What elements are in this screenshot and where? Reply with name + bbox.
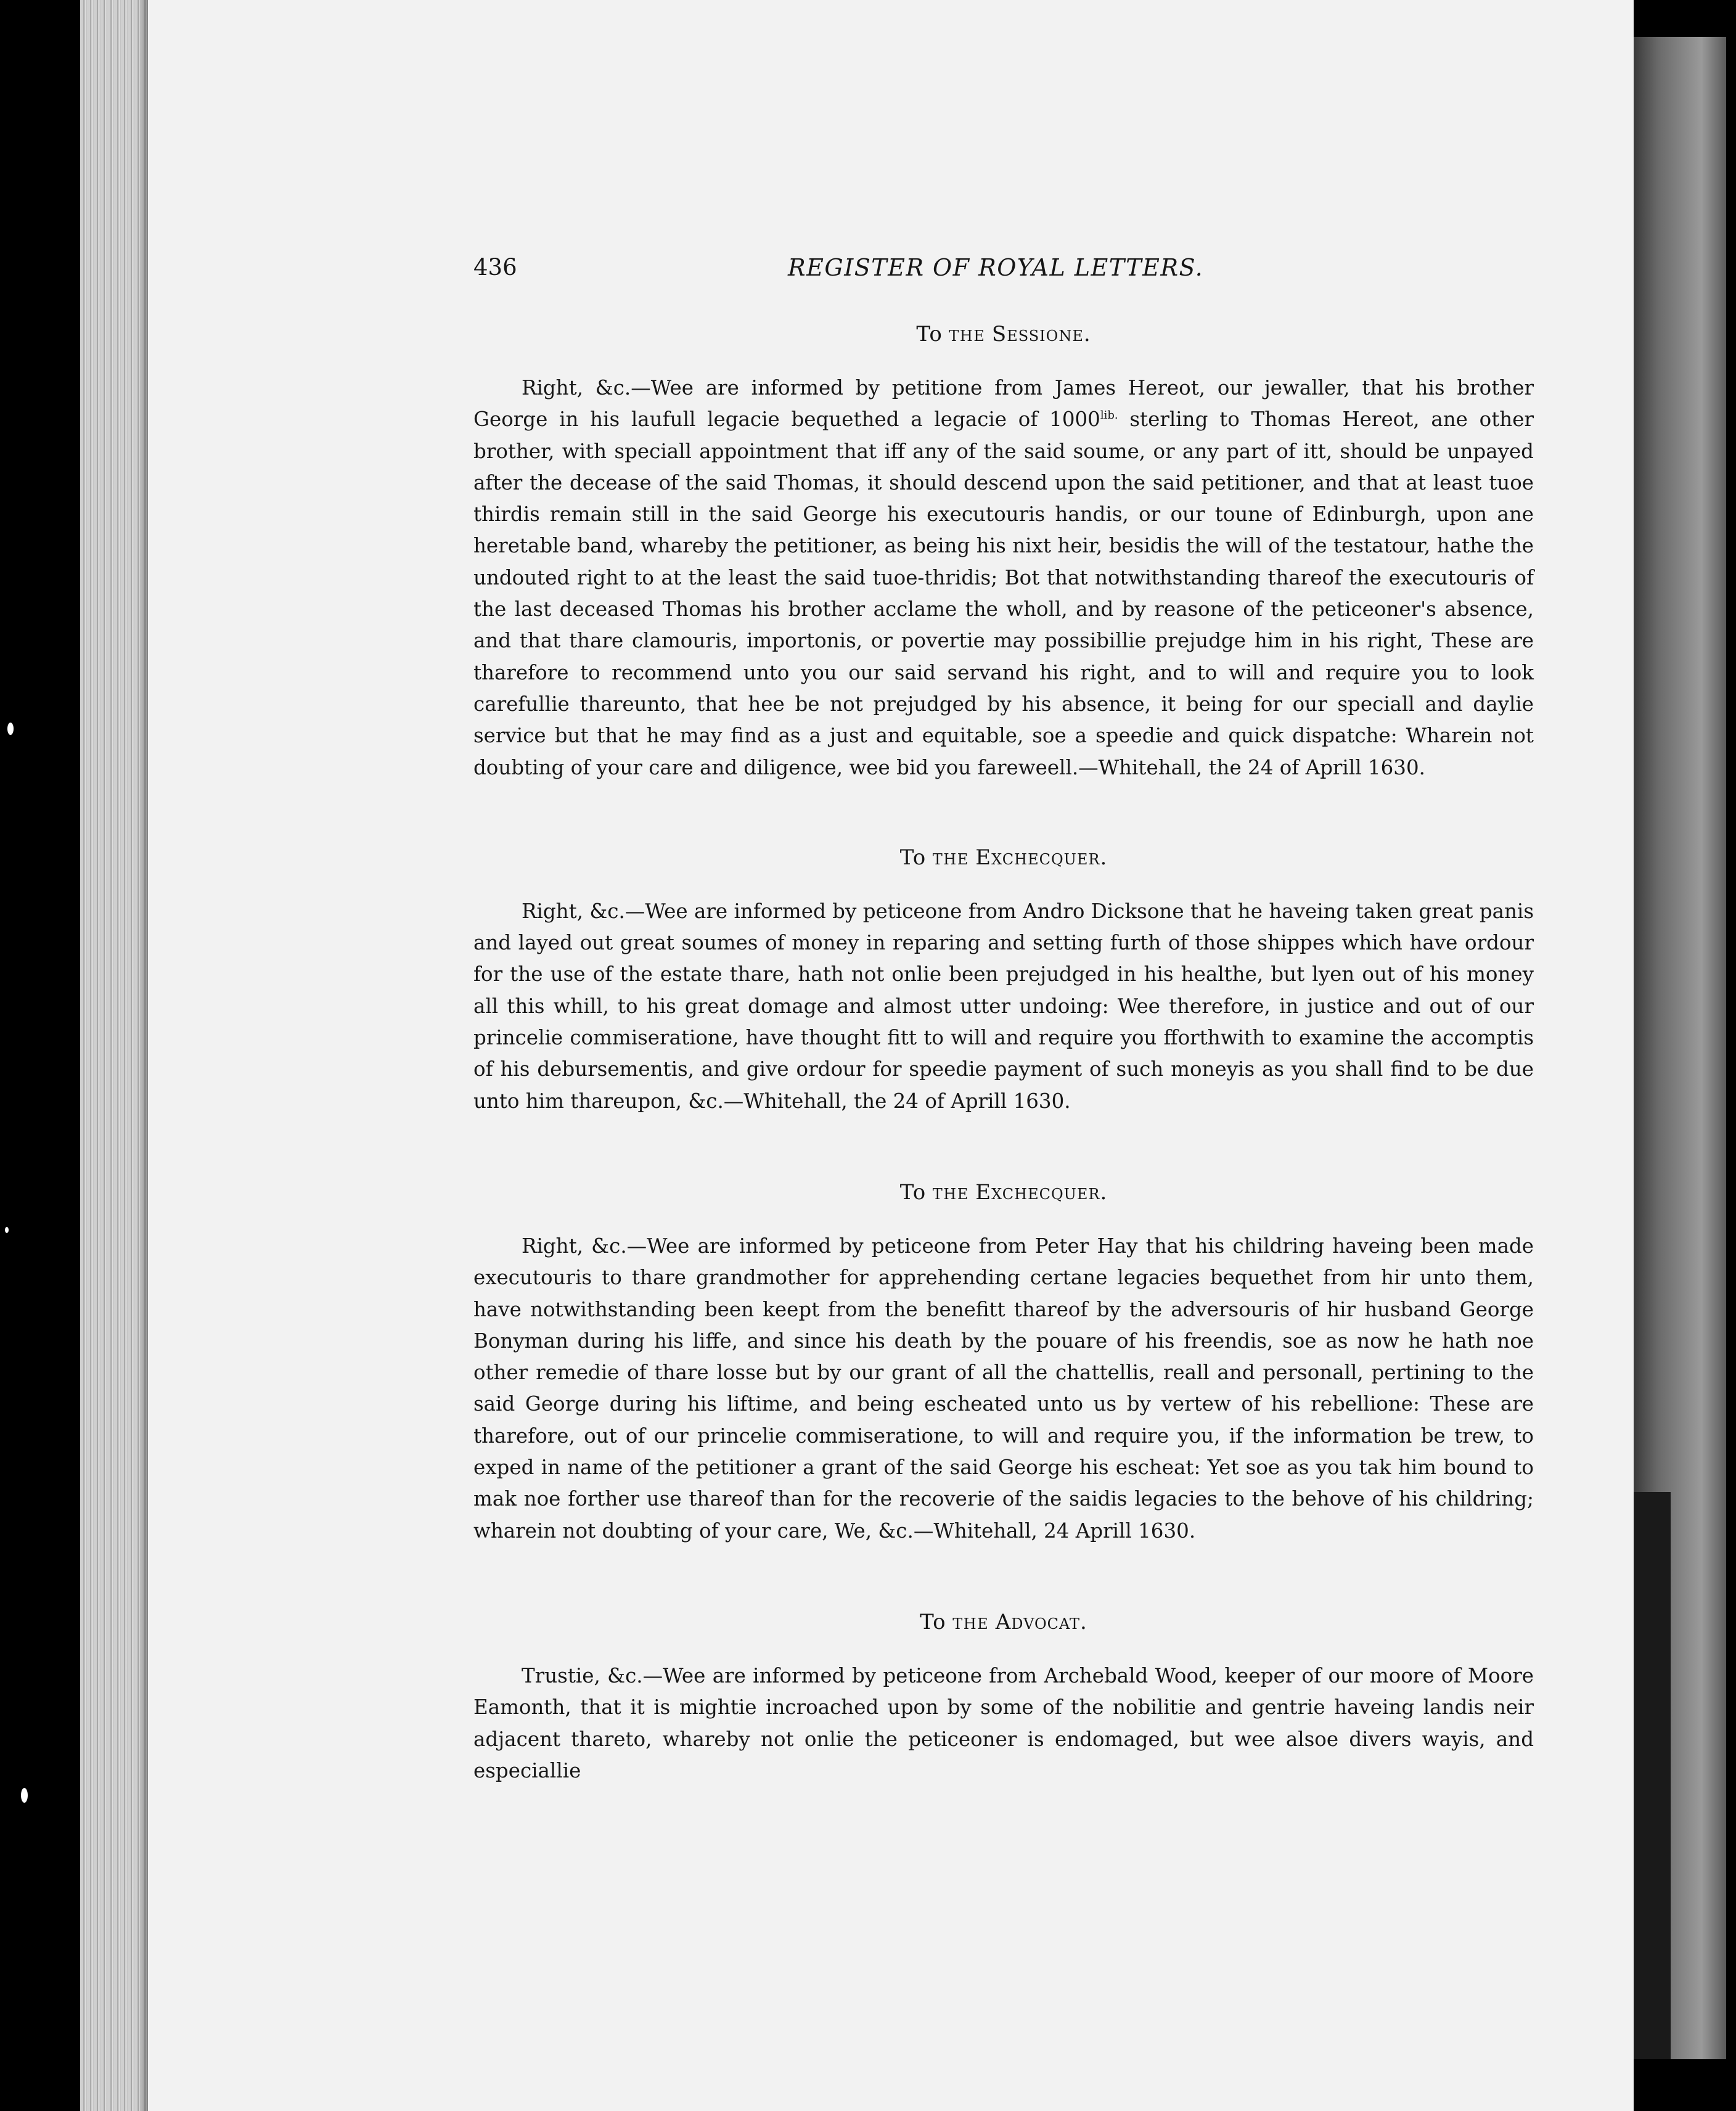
letter-paragraph: Trustie, &c.—Wee are informed by peticeone from Archebald Wood, keeper of our moore of Moore Eamonth, that it is mightie incroached upon by some of the nobilitie and gentrie haveing landis neir adjacent thareto, whareby not onlie the peticeoner is endomaged, but wee alsoe divers wayis, and especiallie	[473, 1663, 1534, 1782]
page-content	[473, 247, 1534, 1787]
letter-section-sessione	[473, 322, 1534, 784]
letter-section-exchecquer-2	[473, 1180, 1534, 1547]
letter-paragraph: Right, &c.—Wee are informed by peticeone from Andro Dicksone that he haveing taken great panis and layed out great soumes of money in reparing and setting furth of those shippes which have ordour for the use of the estate thare, hath not onlie been prejudged in his healthe, but lyen out of his money all this whill, to his great domage and almost utter undoing: Wee therefore, in justice and out of our princelie commiseratione, have thought fitt to will and require you fforthwith to examine the accomptis of his debursementis, and give ordour for speedie payment of such moneyis as you shall find to be due unto him thareupon, &c.—Whitehall, the 24 of Aprill 1630.	[473, 899, 1534, 1113]
letter-section-advocat	[473, 1610, 1534, 1787]
section-heading: To THE Advocat.	[920, 1609, 1087, 1634]
scanner-board-shadow	[1634, 37, 1726, 2059]
running-head	[473, 247, 1534, 290]
letter-paragraph: Right, &c.—Wee are informed by petitione from James Hereot, our jewaller, that his brother George in his laufull legacie bequethed a legacie of $1000^{lib.}$ sterling to Thomas Hereot, ane other brother, with speciall appointment that iff any of the said soume, or any part of itt, should be unpayed after the decease of the said Thomas, it should descend upon the said petitioner, and that at least tuoe thirdis remain still in the said George his executouris handis, or our toune of Edinburgh, upon ane heretable band, whareby the petitioner, as being his nixt heir, besidis the will of the testatour, hathe the undouted right to at the least the said tuoe-thridis; Bot that notwithstanding thareof the executouris of the last deceased Thomas his brother acclame the wholl, and by reasone of the peticeoner's absence, and that thare clamouris, importonis, or povertie may possibillie prejudge him in his right, These are tharefore to recommend unto you our said servand his right, and to will and require you to look carefullie thareunto, that hee be not prejudged by his absence, it being for our speciall and daylie service but that he may find as a just and equitable, soe a speedie and quick dispatche: Wharein not doubting of your care and diligence, wee bid you fareweell.—Whitehall, the 24 of Aprill 1630.	[473, 376, 1534, 779]
superscript-lib: lib.	[1100, 409, 1118, 422]
page-title: REGISTER OF ROYAL LETTERS.	[788, 254, 1204, 281]
section-heading: To THE Exchecquer.	[899, 845, 1108, 870]
page-number: 436	[473, 254, 517, 281]
book-page-edges	[80, 0, 148, 2111]
section-heading: To THE Sessione.	[916, 322, 1091, 346]
section-heading: To THE Exchecquer.	[899, 1179, 1108, 1205]
letter-paragraph: Right, &c.—Wee are informed by peticeone from Peter Hay that his childring haveing been made executouris to thare grandmother for apprehending certane legacies bequethet from hir unto them, have notwithstanding been keept from the benefitt thareof by the adversouris of hir husband George Bonyman during his liffe, and since his death by the pouare of his freendis, soe as now he hath noe other remedie of thare losse but by our grant of all the chattellis, reall and personall, pertining to the said George during his liftime, and being escheated unto us by vertew of his rebellione: These are tharefore, out of our princelie commiseratione, to will and require you, if the information be trew, to exped in name of the petitioner a grant of the said George his escheat: Yet soe as you tak him bound to mak noe forther use thareof than for the recoverie of the saidis legacies to the behove of his childring; wharein not doubting of your care, We, &c.—Whitehall, 24 Aprill 1630.	[473, 1234, 1534, 1543]
letter-section-exchecquer-1	[473, 845, 1534, 1117]
